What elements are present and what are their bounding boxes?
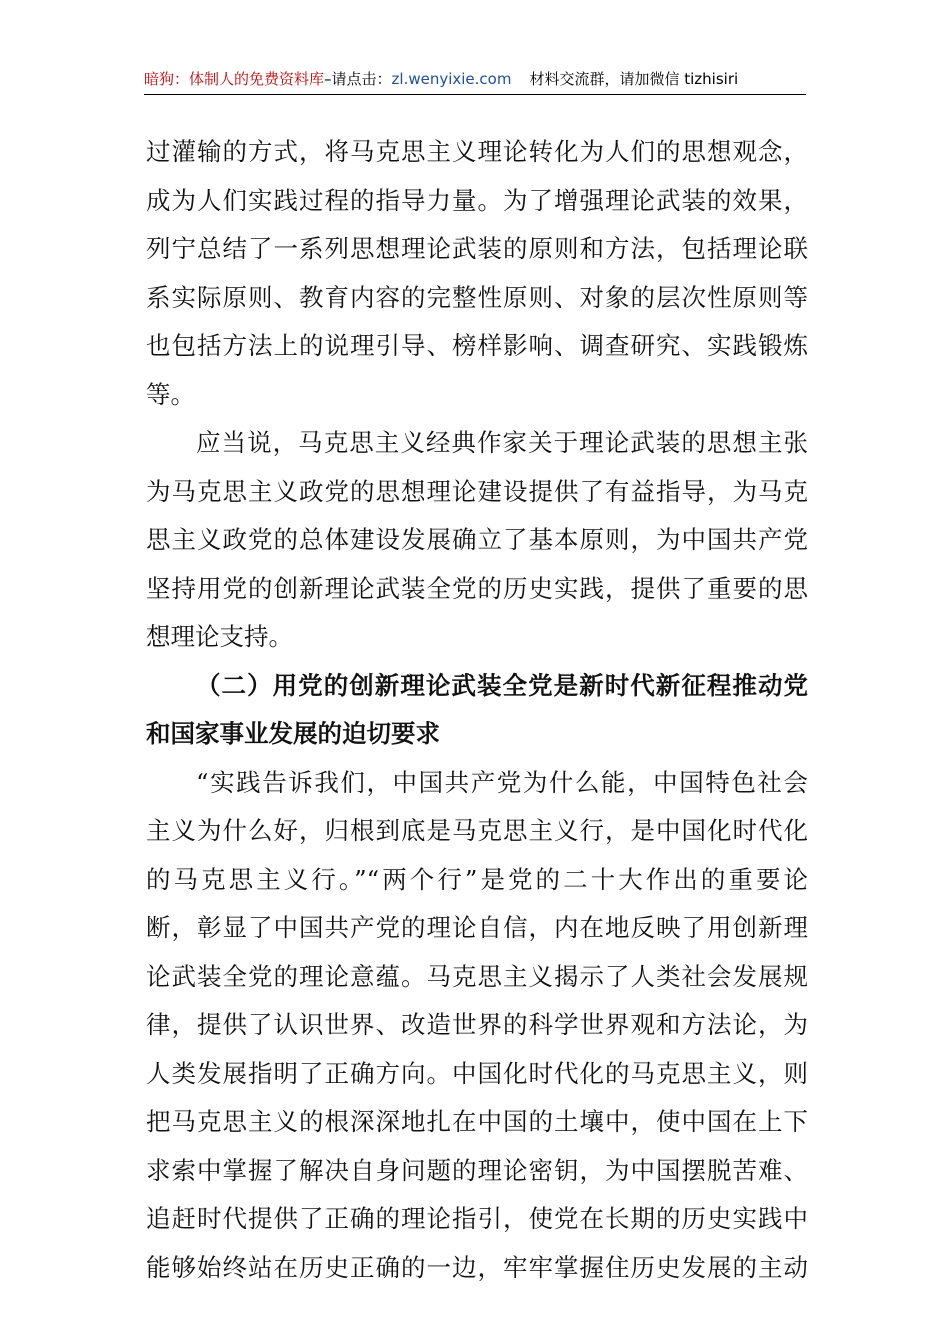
text-line: 为马克思主义政党的思想理论建设提供了有益指导，为马克	[146, 476, 808, 506]
page-header	[144, 66, 806, 92]
text-line: 成为人们实践过程的指导力量。为了增强理论武装的效果，	[146, 185, 808, 215]
text-line: 应当说，马克思主义经典作家关于理论武装的思想主张	[196, 428, 808, 457]
text-line: 断，彰显了中国共产党的理论自信，内在地反映了用创新理	[146, 913, 808, 942]
text-line: 能够始终站在历史正确的一边，牢牢掌握住历史发展的主动	[146, 1252, 808, 1282]
header-click-prompt: –请点击：	[324, 70, 392, 88]
text-line: 主义为什么好，归根到底是马克思主义行，是中国化时代化	[146, 816, 808, 845]
document-body	[146, 128, 808, 1292]
text-line: 列宁总结了一系列思想理论武装的原则和方法，包括理论联	[146, 234, 808, 263]
header-divider	[144, 94, 806, 95]
header-group-note: 材料交流群，请加微信 tizhisiri	[529, 70, 739, 88]
paragraph-1	[146, 128, 808, 419]
text-line: 论武装全党的理论意蕴。马克思主义揭示了人类社会发展规	[146, 961, 808, 991]
text-line: 等。	[146, 379, 195, 409]
paragraph-3	[146, 759, 808, 1293]
header-brand: 暗狗：体制人的免费资料库	[144, 70, 325, 88]
text-line: 求索中掌握了解决自身问题的理论密钥，为中国摆脱苦难、	[146, 1155, 808, 1185]
text-line: “实践告诉我们，中国共产党为什么能，中国特色社会	[196, 767, 808, 797]
text-line: 的马克思主义行。”“两个行”是党的二十大作出的重要论	[146, 864, 808, 894]
paragraph-2	[146, 419, 808, 662]
section-heading	[146, 662, 808, 759]
text-line: 过灌输的方式，将马克思主义理论转化为人们的思想观念，	[146, 137, 808, 166]
text-line: 坚持用党的创新理论武装全党的历史实践，提供了重要的思	[146, 573, 808, 603]
text-line: 想理论支持。	[146, 622, 293, 651]
text-line: 也包括方法上的说理引导、榜样影响、调查研究、实践锻炼	[146, 331, 808, 360]
text-line: 系实际原则、教育内容的完整性原则、对象的层次性原则等	[146, 282, 808, 312]
text-line: 人类发展指明了正确方向。中国化时代化的马克思主义，则	[146, 1058, 808, 1088]
header-url-link[interactable]: zl.wenyixie.com	[391, 70, 512, 88]
text-line: 追赶时代提供了正确的理论指引，使党在长期的历史实践中	[146, 1204, 808, 1233]
heading-line: （二）用党的创新理论武装全党是新时代新征程推动党	[196, 670, 808, 700]
text-line: 把马克思主义的根深深地扎在中国的土壤中，使中国在上下	[146, 1107, 808, 1136]
text-line: 律，提供了认识世界、改造世界的科学世界观和方法论，为	[146, 1010, 808, 1039]
heading-line: 和国家事业发展的迫切要求	[146, 719, 440, 748]
text-line: 思主义政党的总体建设发展确立了基本原则，为中国共产党	[146, 525, 808, 554]
